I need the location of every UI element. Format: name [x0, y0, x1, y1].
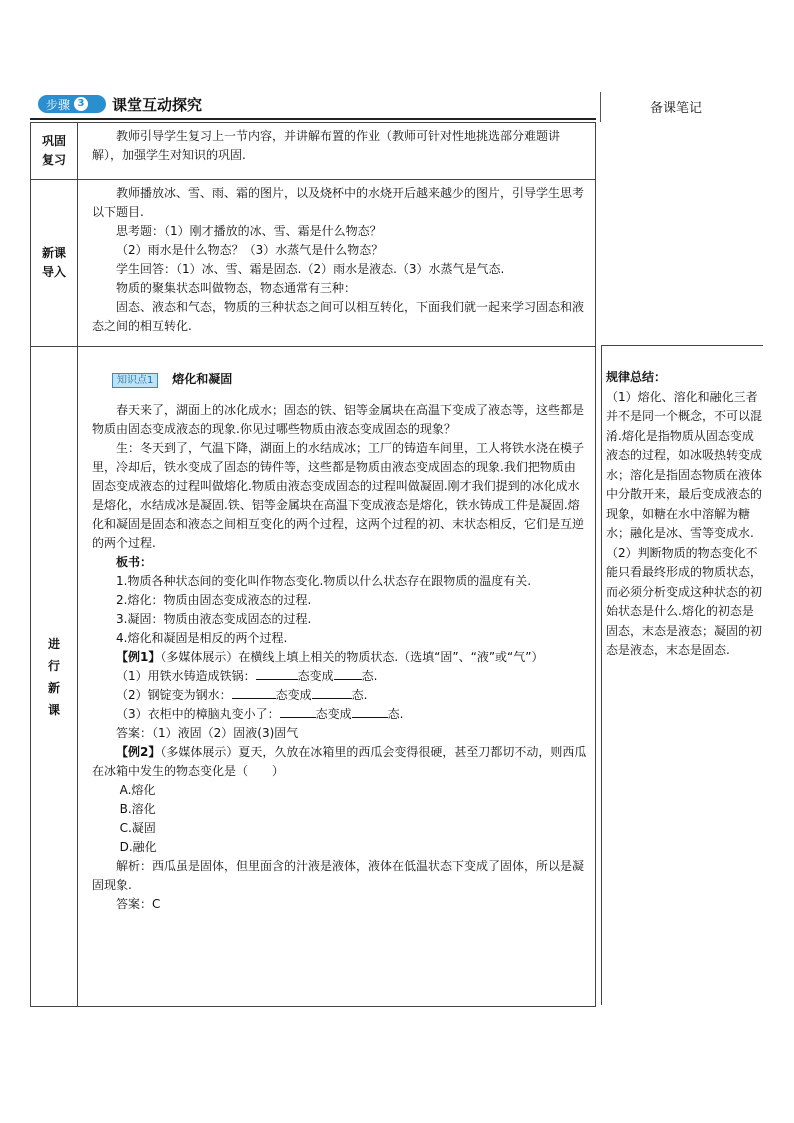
option: B.溶化: [119, 802, 156, 816]
question-text: 态.: [387, 707, 404, 721]
board-label: 板书：: [116, 555, 153, 569]
board-item: 2.熔化：物质由固态变成液态的过程.: [116, 593, 312, 607]
example-1-tag: 【例1】: [116, 650, 161, 664]
label-line: 导入: [41, 265, 66, 279]
example-2-tag: 【例2】: [116, 745, 161, 759]
label-char: 课: [47, 702, 60, 717]
step-number: 3: [74, 97, 88, 111]
example-1-q3: [92, 705, 587, 724]
example-1-answer: 答案：（1）液固（2）固液(3)固气: [116, 726, 299, 740]
answer-blank: [232, 686, 276, 699]
question-text: 态变成: [297, 669, 334, 683]
label-char: 新: [47, 680, 60, 695]
step-badge: [38, 95, 106, 113]
lesson-paragraph: 生：冬天到了，气温下降，湖面上的水结成冰；工厂的铸造车间里，工人将铁水浇在模子里，冷却后，铁水变成了固态的铸件等，这些都是物质由液态变成固态的现象.我们把物质由固态变成液态的过程叫做熔化.物质由液态变成固态的过程叫做凝固.刚才我们提到的冰化成水是熔化，水结成冰是凝固.铁、铝等金属块在高温下变成液态是熔化，铁水铸成工件是凝固.熔化和凝固是固态和液态之间相互变化的两个过程，这两个过程的初、末状态相反，它们是互逆的两个过程.: [92, 441, 585, 550]
step-label: 步骤: [46, 97, 71, 112]
side-notes-heading: 规律总结：: [606, 370, 667, 384]
example-1-q1: [92, 667, 587, 686]
label-char: 进: [47, 636, 60, 651]
answer-blank: [352, 705, 388, 718]
header-divider: [600, 92, 601, 122]
example-1-q2: [92, 686, 587, 705]
intro-paragraph: （2）雨水是什么物态？（3）水蒸气是什么物态？: [116, 243, 384, 257]
option: A.熔化: [119, 783, 156, 797]
board-item: 1.物质各种状态间的变化叫作物态变化.物质以什么状态存在跟物质的温度有关.: [116, 574, 532, 588]
knowledge-title: 熔化和凝固: [172, 372, 233, 386]
label-line: 新课: [41, 246, 66, 260]
label-line: 巩固: [41, 134, 66, 148]
section-title: 课堂互动探究: [112, 96, 203, 114]
question-text: （3）衣柜中的樟脑丸变小了：: [116, 707, 280, 721]
intro-paragraph: 学生回答：（1）冰、雪、霜是固态.（2）雨水是液态.（3）水蒸气是气态.: [116, 262, 505, 276]
label-line: 复习: [41, 153, 66, 167]
option: D.融化: [119, 840, 157, 854]
question-text: 态变成: [315, 707, 352, 721]
row-review: [31, 123, 596, 180]
example-1: [92, 648, 587, 667]
intro-paragraph: 物质的聚集状态叫做物态，物态通常有三种：: [116, 281, 357, 295]
lesson-table: [30, 122, 596, 1007]
side-note: （1）熔化、溶化和融化三者并不是同一个概念，不可以混淆.熔化是指物质从固态变成液态的过程，如冰吸热转变成水；溶化是指固态物质在液体中分散开来，最后变成液态的现象，如糖在水中溶解为糖水；融化是冰、雪等变成水.: [606, 389, 763, 540]
row-label-lesson: [31, 347, 78, 1007]
row-body-intro: [78, 180, 596, 347]
answer-blank: [334, 667, 362, 680]
question-text: （2）钢锭变为钢水：: [116, 688, 232, 702]
example-2-answer: 答案：C: [116, 897, 161, 911]
answer-blank: [312, 686, 352, 699]
question-text: 态.: [351, 688, 368, 702]
row-body-review: [78, 123, 596, 180]
title-rule: [30, 118, 596, 120]
intro-paragraph: 固态、液态和气态，物质的三种状态之间可以相互转化，下面我们就一起来学习固态和液态之间的相互转化.: [92, 300, 585, 333]
intro-paragraph: 教师播放冰、雪、雨、霜的图片，以及烧杯中的水烧开后越来越少的图片，引导学生思考以下题目.: [92, 186, 585, 219]
review-text: 教师引导学生复习上一节内容，并讲解布置的作业（教师可针对性地挑选部分难题讲解），加强学生对知识的巩固.: [92, 129, 561, 162]
question-text: 态变成: [275, 688, 312, 702]
knowledge-tag: 知识点1: [112, 373, 158, 388]
row-label-intro: [31, 180, 78, 347]
example-2: [92, 743, 587, 781]
label-char: 行: [47, 658, 60, 673]
example-2-analysis: 解析：西瓜虽是固体，但里面含的汁液是液体，液体在低温状态下变成了固体，所以是凝固现象.: [92, 859, 585, 892]
question-text: （1）用铁水铸造成铁锅：: [116, 669, 256, 683]
option: C.凝固: [119, 821, 156, 835]
row-lesson: [31, 347, 596, 1007]
question-text: 态.: [361, 669, 378, 683]
row-label-review: [31, 123, 78, 180]
notes-heading: 备课笔记: [650, 101, 703, 116]
board-item: 3.凝固：物质由液态变成固态的过程.: [116, 612, 312, 626]
row-body-lesson: [78, 347, 596, 1007]
side-note: （2）判断物质的物态变化不能只看最终形成的物质状态，而必须分析变成这种状态的初始状态是什么.熔化的初态是固态，末态是液态；凝固的初态是液态，末态是固态.: [606, 545, 763, 657]
answer-blank: [280, 705, 316, 718]
intro-paragraph: 思考题：（1）刚才播放的冰、雪、霜是什么物态？: [116, 224, 382, 238]
row-intro: [31, 180, 596, 347]
lesson-paragraph: 春天来了，湖面上的冰化成水；固态的铁、铝等金属块在高温下变成了液态等，这些都是物质由固态变成液态的现象.你见过哪些物质由液态变成固态的现象？: [92, 403, 585, 436]
board-item: 4.熔化和凝固是相反的两个过程.: [116, 631, 288, 645]
side-notes: [601, 345, 763, 1005]
example-1-text: （多媒体展示）在横线上填上相关的物质状态.（选填“固”、“液”或“气”）: [160, 650, 544, 664]
example-2-text: （多媒体展示）夏天，久放在冰箱里的西瓜会变得很硬，甚至刀都切不动，则西瓜在冰箱中发生的物态变化是（ ）: [92, 745, 587, 778]
answer-blank: [256, 667, 298, 680]
